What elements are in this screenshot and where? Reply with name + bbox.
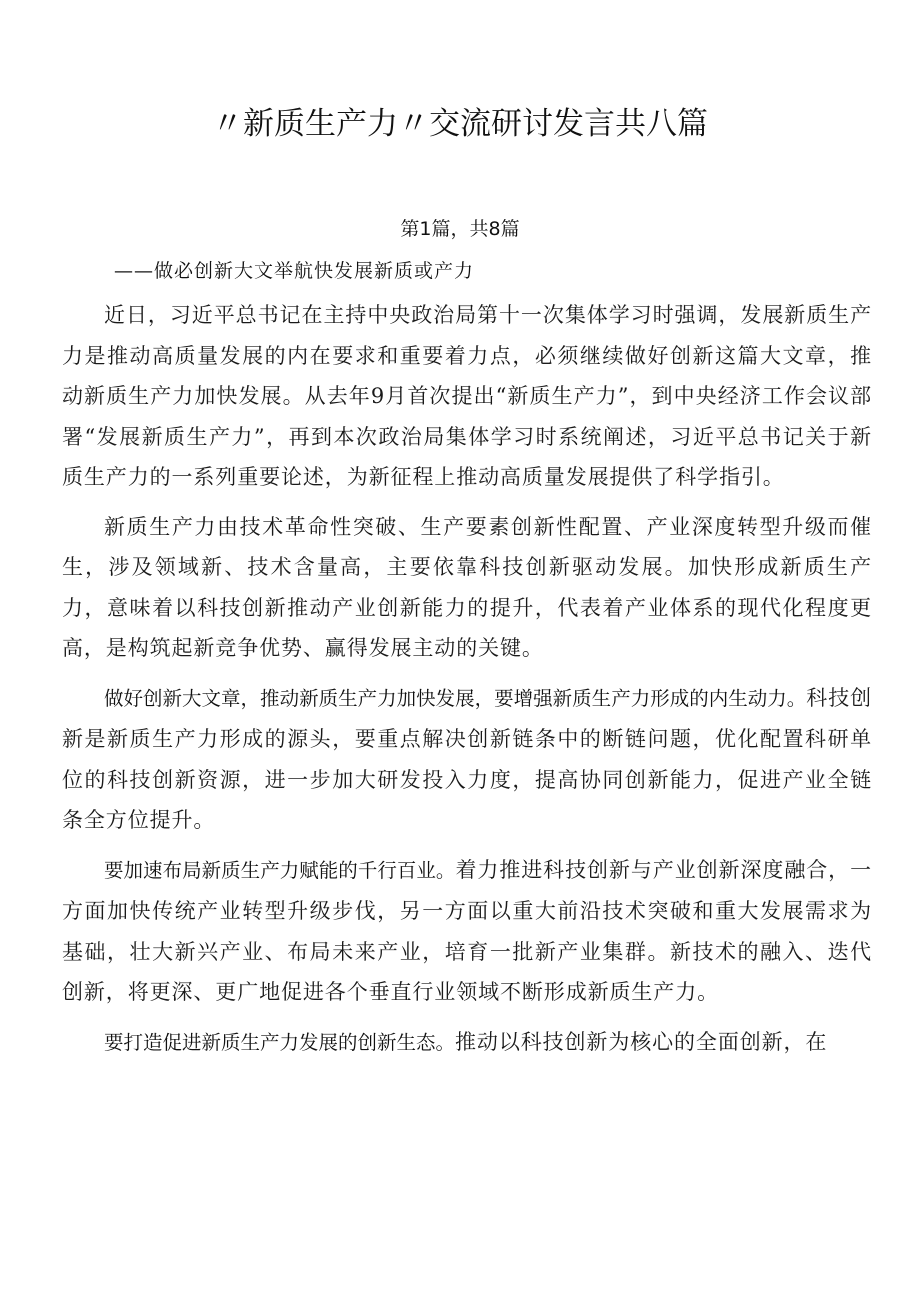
paragraph: [62, 678, 872, 841]
paragraph-text: 着力推进科技创新与产业创新深度融合，一方面加快传统产业转型升级步伐，另一方面以重大前沿技术突破和重大发展需求为基础，壮大新兴产业、布局未来产业，培育一批新产业集群。新技术的融入、迭代创新，将更深、更广地促进各个垂直行业领域不断形成新质生产力。: [62, 857, 872, 1004]
paragraph-text: 科技创新是新质生产力形成的源头，要重点解决创新链条中的断链问题，优化配置科研单位的科技创新资源，进一步加大研发投入力度，提高协同创新能力，促进产业全链条全方位提升。: [62, 685, 872, 832]
section-heading: 第1篇，共8篇: [400, 218, 520, 240]
paragraph-lead: 要打造促进新质生产力发展的创新生态。: [104, 1030, 456, 1054]
paragraph: [62, 507, 872, 669]
article-subtitle: ——做必创新大文举航快发展新质或产力: [114, 260, 475, 282]
paragraph-lead: 做好创新大文章，推动新质生产力加快发展，要增强新质生产力形成的内生动力。: [104, 686, 807, 710]
paragraph: [62, 850, 872, 1013]
paragraph-text: 近日，习近平总书记在主持中央政治局第十一次集体学习时强调，发展新质生产力是推动高质量发展的内在要求和重要着力点，必须继续做好创新这篇大文章，推动新质生产力加快发展。从去年9月首次提出“新质生产力”，到中央经济工作会议部署“发展新质生产力”，再到本次政治局集体学习时系统阐述，习近平总书记关于新质生产力的一系列重要论述，为新征程上推动高质量发展提供了科学指引。: [62, 303, 872, 489]
paragraph-text: 新质生产力由技术革命性突破、生产要素创新性配置、产业深度转型升级而催生，涉及领域新、技术含量高，主要依靠科技创新驱动发展。加快形成新质生产力，意味着以科技创新推动产业创新能力的提升，代表着产业体系的现代化程度更高，是构筑起新竞争优势、赢得发展主动的关键。: [62, 514, 872, 660]
paragraph-lead: 要加速布局新质生产力赋能的千行百业。: [104, 858, 456, 882]
paragraph: [62, 1022, 872, 1064]
document-title: 〃新质生产力〃交流研讨发言共八篇: [212, 106, 708, 142]
paragraph: [62, 295, 872, 498]
paragraph-text: 推动以科技创新为核心的全面创新，在: [455, 1029, 828, 1054]
article-body: [62, 295, 872, 1072]
